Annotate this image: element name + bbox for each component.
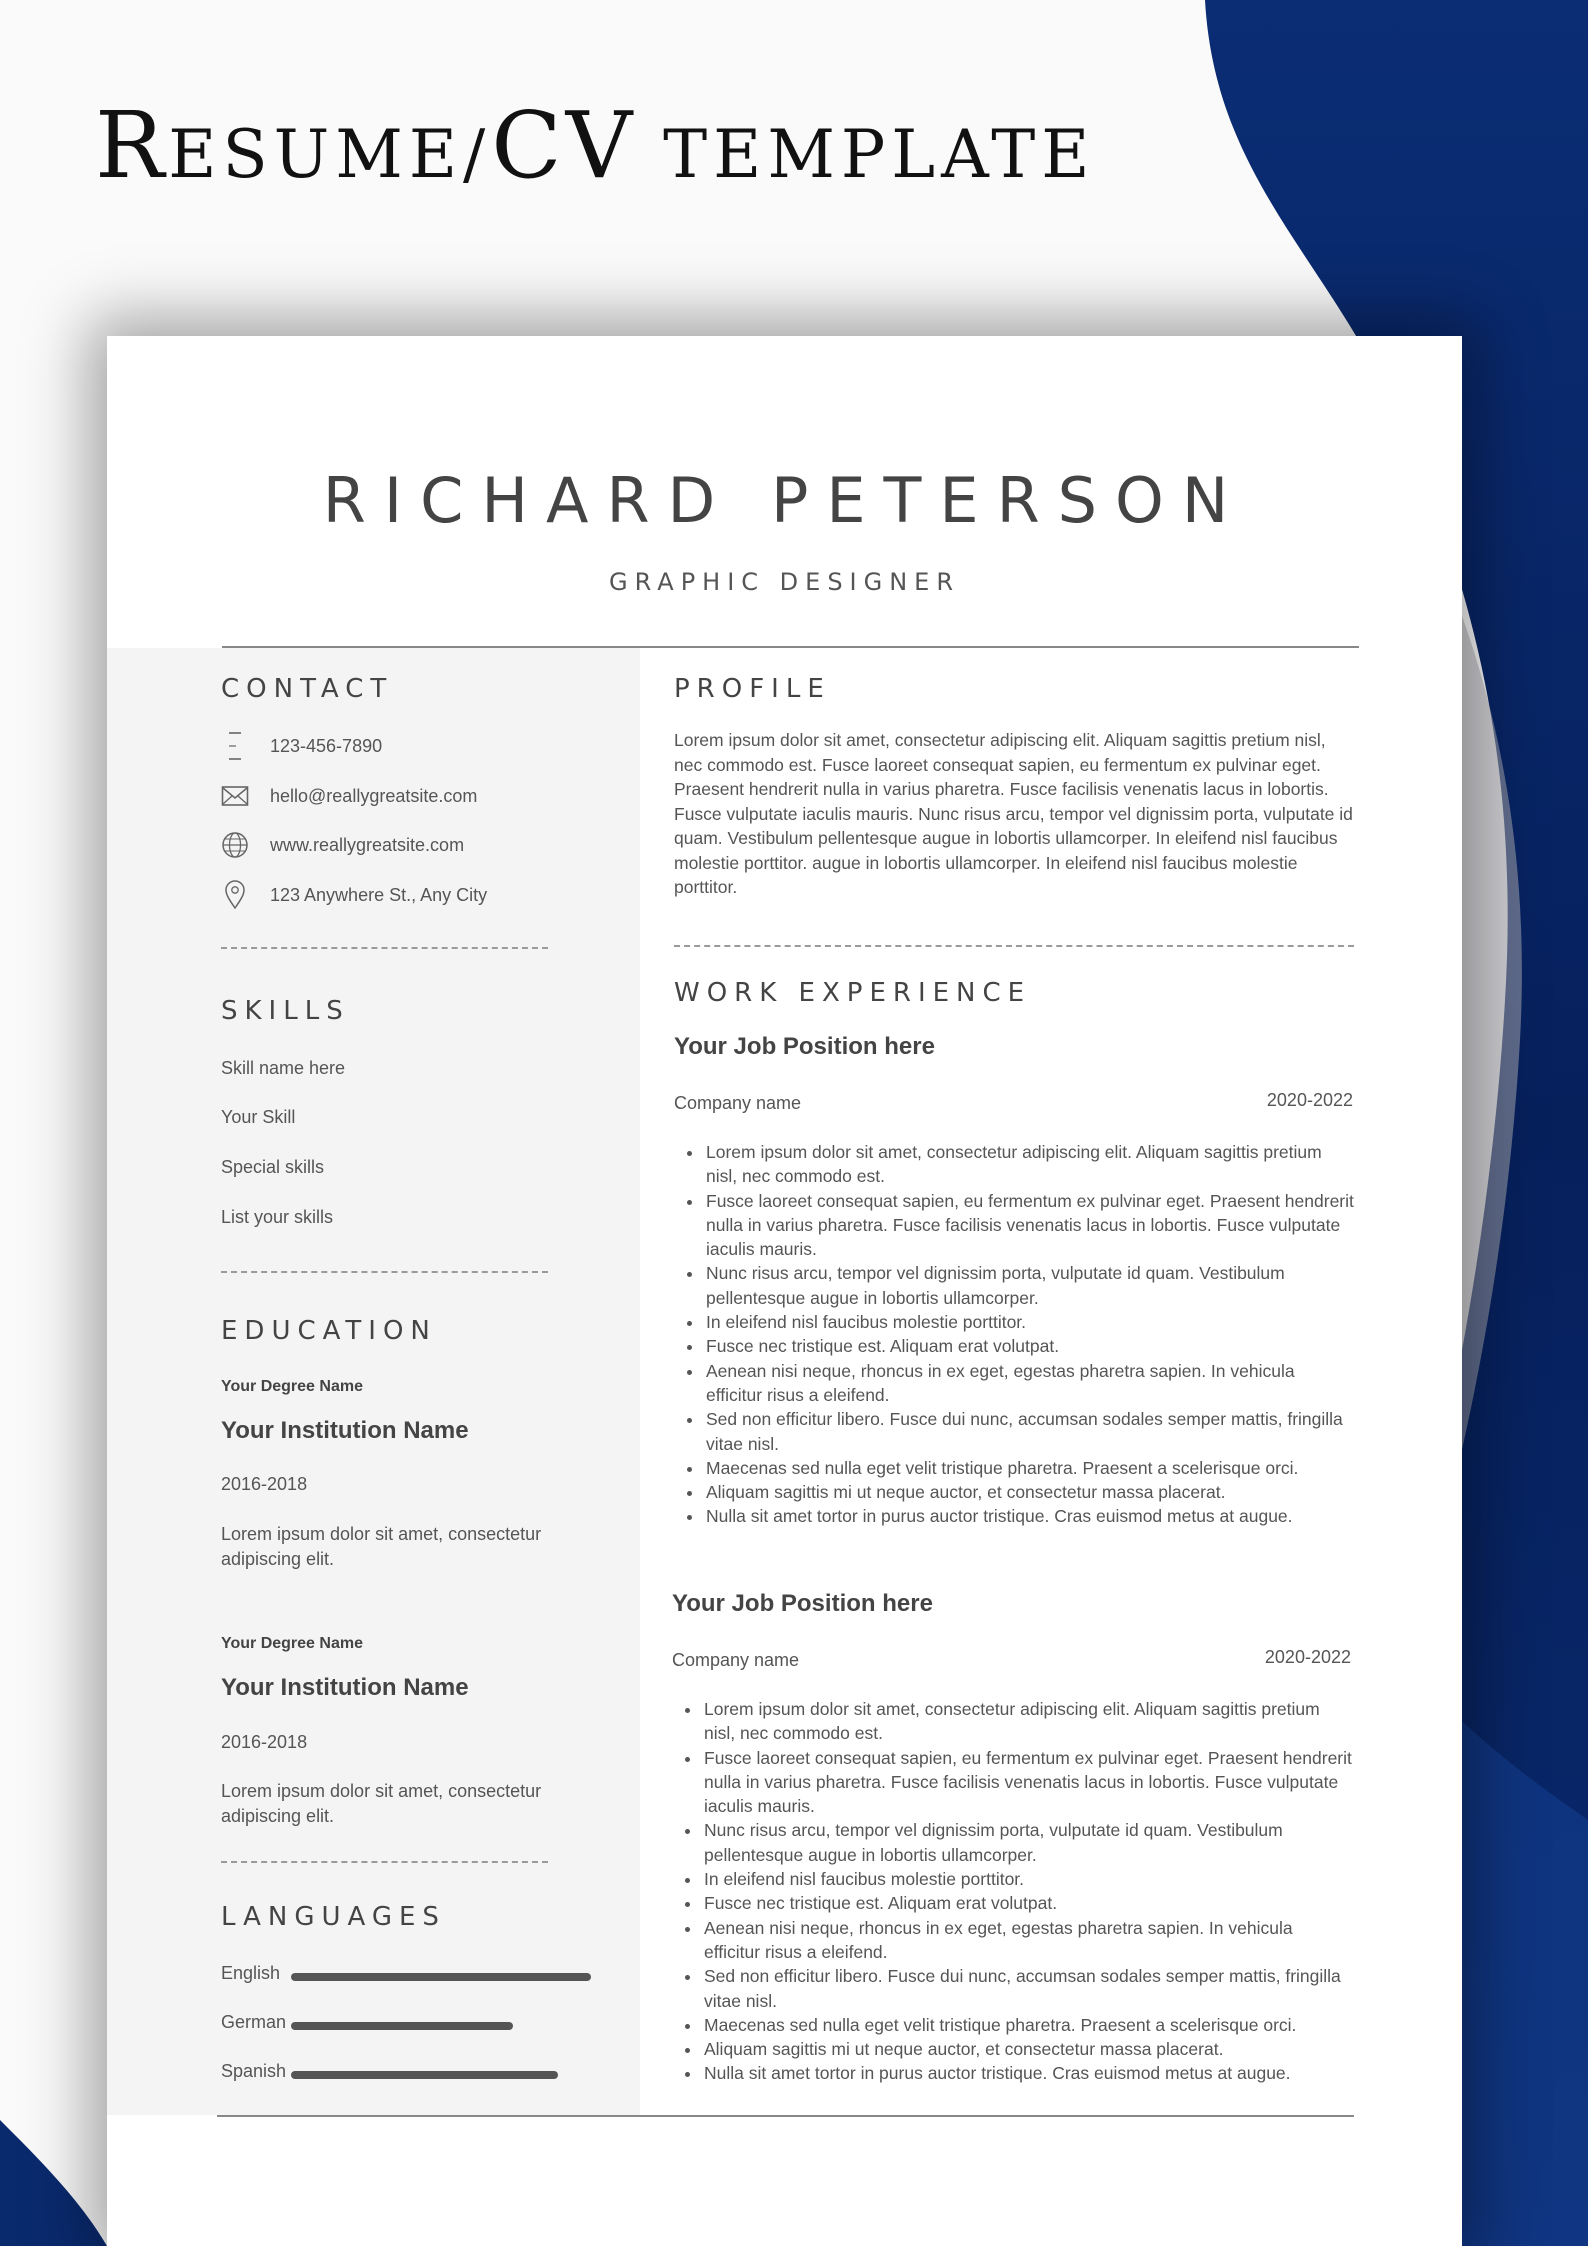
company-name: Company name: [674, 1093, 802, 1113]
footer-divider: [217, 2115, 1354, 2117]
language-name: Spanish: [221, 2061, 287, 2081]
job-title: Your Job Position here: [672, 1590, 933, 1617]
job-title: Your Job Position here: [674, 1033, 935, 1060]
banner-title: [95, 92, 1096, 199]
contact-text: 123-456-7890: [270, 735, 383, 756]
institution-name: Your Institution Name: [221, 1674, 469, 1701]
list-item: • Aenean nisi neque, rhoncus in ex eget, egestas pharetra sapien. In vehicula efficitur risus a eleifend.: [702, 1916, 1352, 1965]
list-item: • Aenean nisi neque, rhoncus in ex eget, egestas pharetra sapien. In vehicula efficitur risus a eleifend.: [704, 1359, 1354, 1408]
phone-icon: [220, 731, 250, 761]
language-level-bar: [291, 2022, 591, 2030]
list-item: • Nulla sit amet tortor in purus auctor tristique. Cras euismod metus at augue.: [702, 2061, 1352, 2085]
banner-title-part: CV: [491, 92, 637, 199]
skills-heading: SKILLS: [221, 996, 350, 1026]
language-level-bar: [291, 1973, 591, 1981]
banner-title-part: R: [95, 92, 169, 199]
skills-divider: [221, 1271, 548, 1273]
banner-title-part: ESUME/: [168, 116, 492, 193]
list-item: • Aliquam sagittis mi ut neque auctor, et consectetur massa placerat.: [702, 2037, 1352, 2061]
contact-text: www.reallygreatsite.com: [270, 834, 465, 855]
education-divider: [221, 1861, 548, 1863]
list-item: • Fusce laoreet consequat sapien, eu fermentum ex pulvinar eget. Praesent hendrerit nulla in varius pharetra. Fusce facilisis venenatis lacus in lobortis. Fusce vulputate iaculis mauris.: [702, 1746, 1352, 1819]
work-experience-heading: WORK EXPERIENCE: [674, 978, 1032, 1008]
education-years: 2016-2018: [221, 1732, 308, 1752]
language-level-fill: [291, 1973, 591, 1981]
location-pin-icon: [220, 880, 250, 910]
profile-divider: [674, 945, 1354, 947]
list-item: • Fusce nec tristique est. Aliquam erat volutpat.: [704, 1334, 1354, 1358]
education-description: Lorem ipsum dolor sit amet, consectetur adipiscing elit.: [221, 1781, 542, 1826]
candidate-name: RICHARD PETERSON: [322, 464, 1247, 537]
skill-item: Your Skill: [221, 1107, 296, 1127]
list-item: • Lorem ipsum dolor sit amet, consectetur adipiscing elit. Aliquam sagittis pretium nisl, nec commodo est.: [704, 1140, 1354, 1189]
list-item: • Nunc risus arcu, tempor vel dignissim porta, vulputate id quam. Vestibulum pellentesque augue in lobortis ullamcorper.: [704, 1261, 1354, 1310]
job-years: 2020-2022: [1264, 1647, 1351, 1667]
job-bullets: [672, 1697, 1352, 2086]
job-years: 2020-2022: [1266, 1090, 1353, 1110]
left-sidebar: [107, 648, 640, 2115]
education-years: 2016-2018: [221, 1474, 308, 1494]
mail-icon: [220, 781, 250, 811]
contact-address: [220, 879, 487, 911]
contact-website: [220, 829, 464, 861]
list-item: • Nunc risus arcu, tempor vel dignissim porta, vulputate id quam. Vestibulum pellentesque augue in lobortis ullamcorper.: [702, 1818, 1352, 1867]
language-name: German: [221, 2012, 287, 2032]
company-name: Company name: [672, 1650, 800, 1670]
list-item: • Maecenas sed nulla eget velit tristique pharetra. Praesent a scelerisque orci.: [702, 2013, 1352, 2037]
list-item: • In eleifend nisl faucibus molestie porttitor.: [702, 1867, 1352, 1891]
language-level-bar: [291, 2071, 591, 2079]
contact-divider: [221, 947, 548, 949]
skill-item: List your skills: [221, 1207, 334, 1227]
list-item: • In eleifend nisl faucibus molestie porttitor.: [704, 1310, 1354, 1334]
contact-phone: [220, 730, 382, 762]
institution-name: Your Institution Name: [221, 1417, 469, 1444]
degree-name: Your Degree Name: [221, 1635, 363, 1652]
job-bullets: [674, 1140, 1354, 1529]
list-item: • Nulla sit amet tortor in purus auctor tristique. Cras euismod metus at augue.: [704, 1504, 1354, 1528]
language-level-fill: [291, 2022, 513, 2030]
list-item: • Aliquam sagittis mi ut neque auctor, et consectetur massa placerat.: [704, 1480, 1354, 1504]
languages-heading: LANGUAGES: [221, 1902, 446, 1932]
contact-text: 123 Anywhere St., Any City: [270, 884, 488, 905]
list-item: • Maecenas sed nulla eget velit tristique pharetra. Praesent a scelerisque orci.: [704, 1456, 1354, 1480]
profile-heading: PROFILE: [674, 674, 831, 704]
list-item: • Fusce nec tristique est. Aliquam erat volutpat.: [702, 1891, 1352, 1915]
banner-title-part: TEMPLATE: [636, 116, 1096, 193]
list-item: • Lorem ipsum dolor sit amet, consectetur adipiscing elit. Aliquam sagittis pretium nisl, nec commodo est.: [702, 1697, 1352, 1746]
list-item: • Sed non efficitur libero. Fusce dui nunc, accumsan sodales semper mattis, fringilla vitae nisl.: [704, 1407, 1354, 1456]
contact-email: [220, 780, 477, 812]
language-name: English: [221, 1963, 281, 1983]
list-item: • Sed non efficitur libero. Fusce dui nunc, accumsan sodales semper mattis, fringilla vitae nisl.: [702, 1964, 1352, 2013]
profile-text: Lorem ipsum dolor sit amet, consectetur adipiscing elit. Aliquam sagittis pretium nisl, nec commodo est. Fusce laoreet consequat sapien, eu fermentum ex pulvinar eget. Praesent hendrerit nulla in varius pharetra. Fusce facilisis venenatis lacus in lobortis. Fusce vulputate iaculis mauris. Nunc risus arcu, tempor vel dignissim porta, vulputate id quam. Vestibulum pellentesque augue in lobortis ullamcorper. In eleifend nisl faucibus molestie porttitor. augue in lobortis ullamcorper. In eleifend nisl faucibus molestie porttitor.: [674, 730, 1353, 897]
education-heading: EDUCATION: [221, 1316, 437, 1346]
globe-icon: [220, 830, 250, 860]
skill-item: Special skills: [221, 1157, 325, 1177]
list-item: • Fusce laoreet consequat sapien, eu fermentum ex pulvinar eget. Praesent hendrerit nulla in varius pharetra. Fusce facilisis venenatis lacus in lobortis. Fusce vulputate iaculis mauris.: [704, 1189, 1354, 1262]
degree-name: Your Degree Name: [221, 1378, 363, 1395]
contact-text: hello@reallygreatsite.com: [270, 785, 478, 806]
candidate-role: GRAPHIC DESIGNER: [608, 568, 961, 596]
contact-heading: CONTACT: [221, 674, 394, 704]
skill-item: Skill name here: [221, 1058, 346, 1078]
resume-sheet: [107, 336, 1462, 2246]
language-level-fill: [291, 2071, 558, 2079]
education-description: Lorem ipsum dolor sit amet, consectetur adipiscing elit.: [221, 1524, 542, 1569]
